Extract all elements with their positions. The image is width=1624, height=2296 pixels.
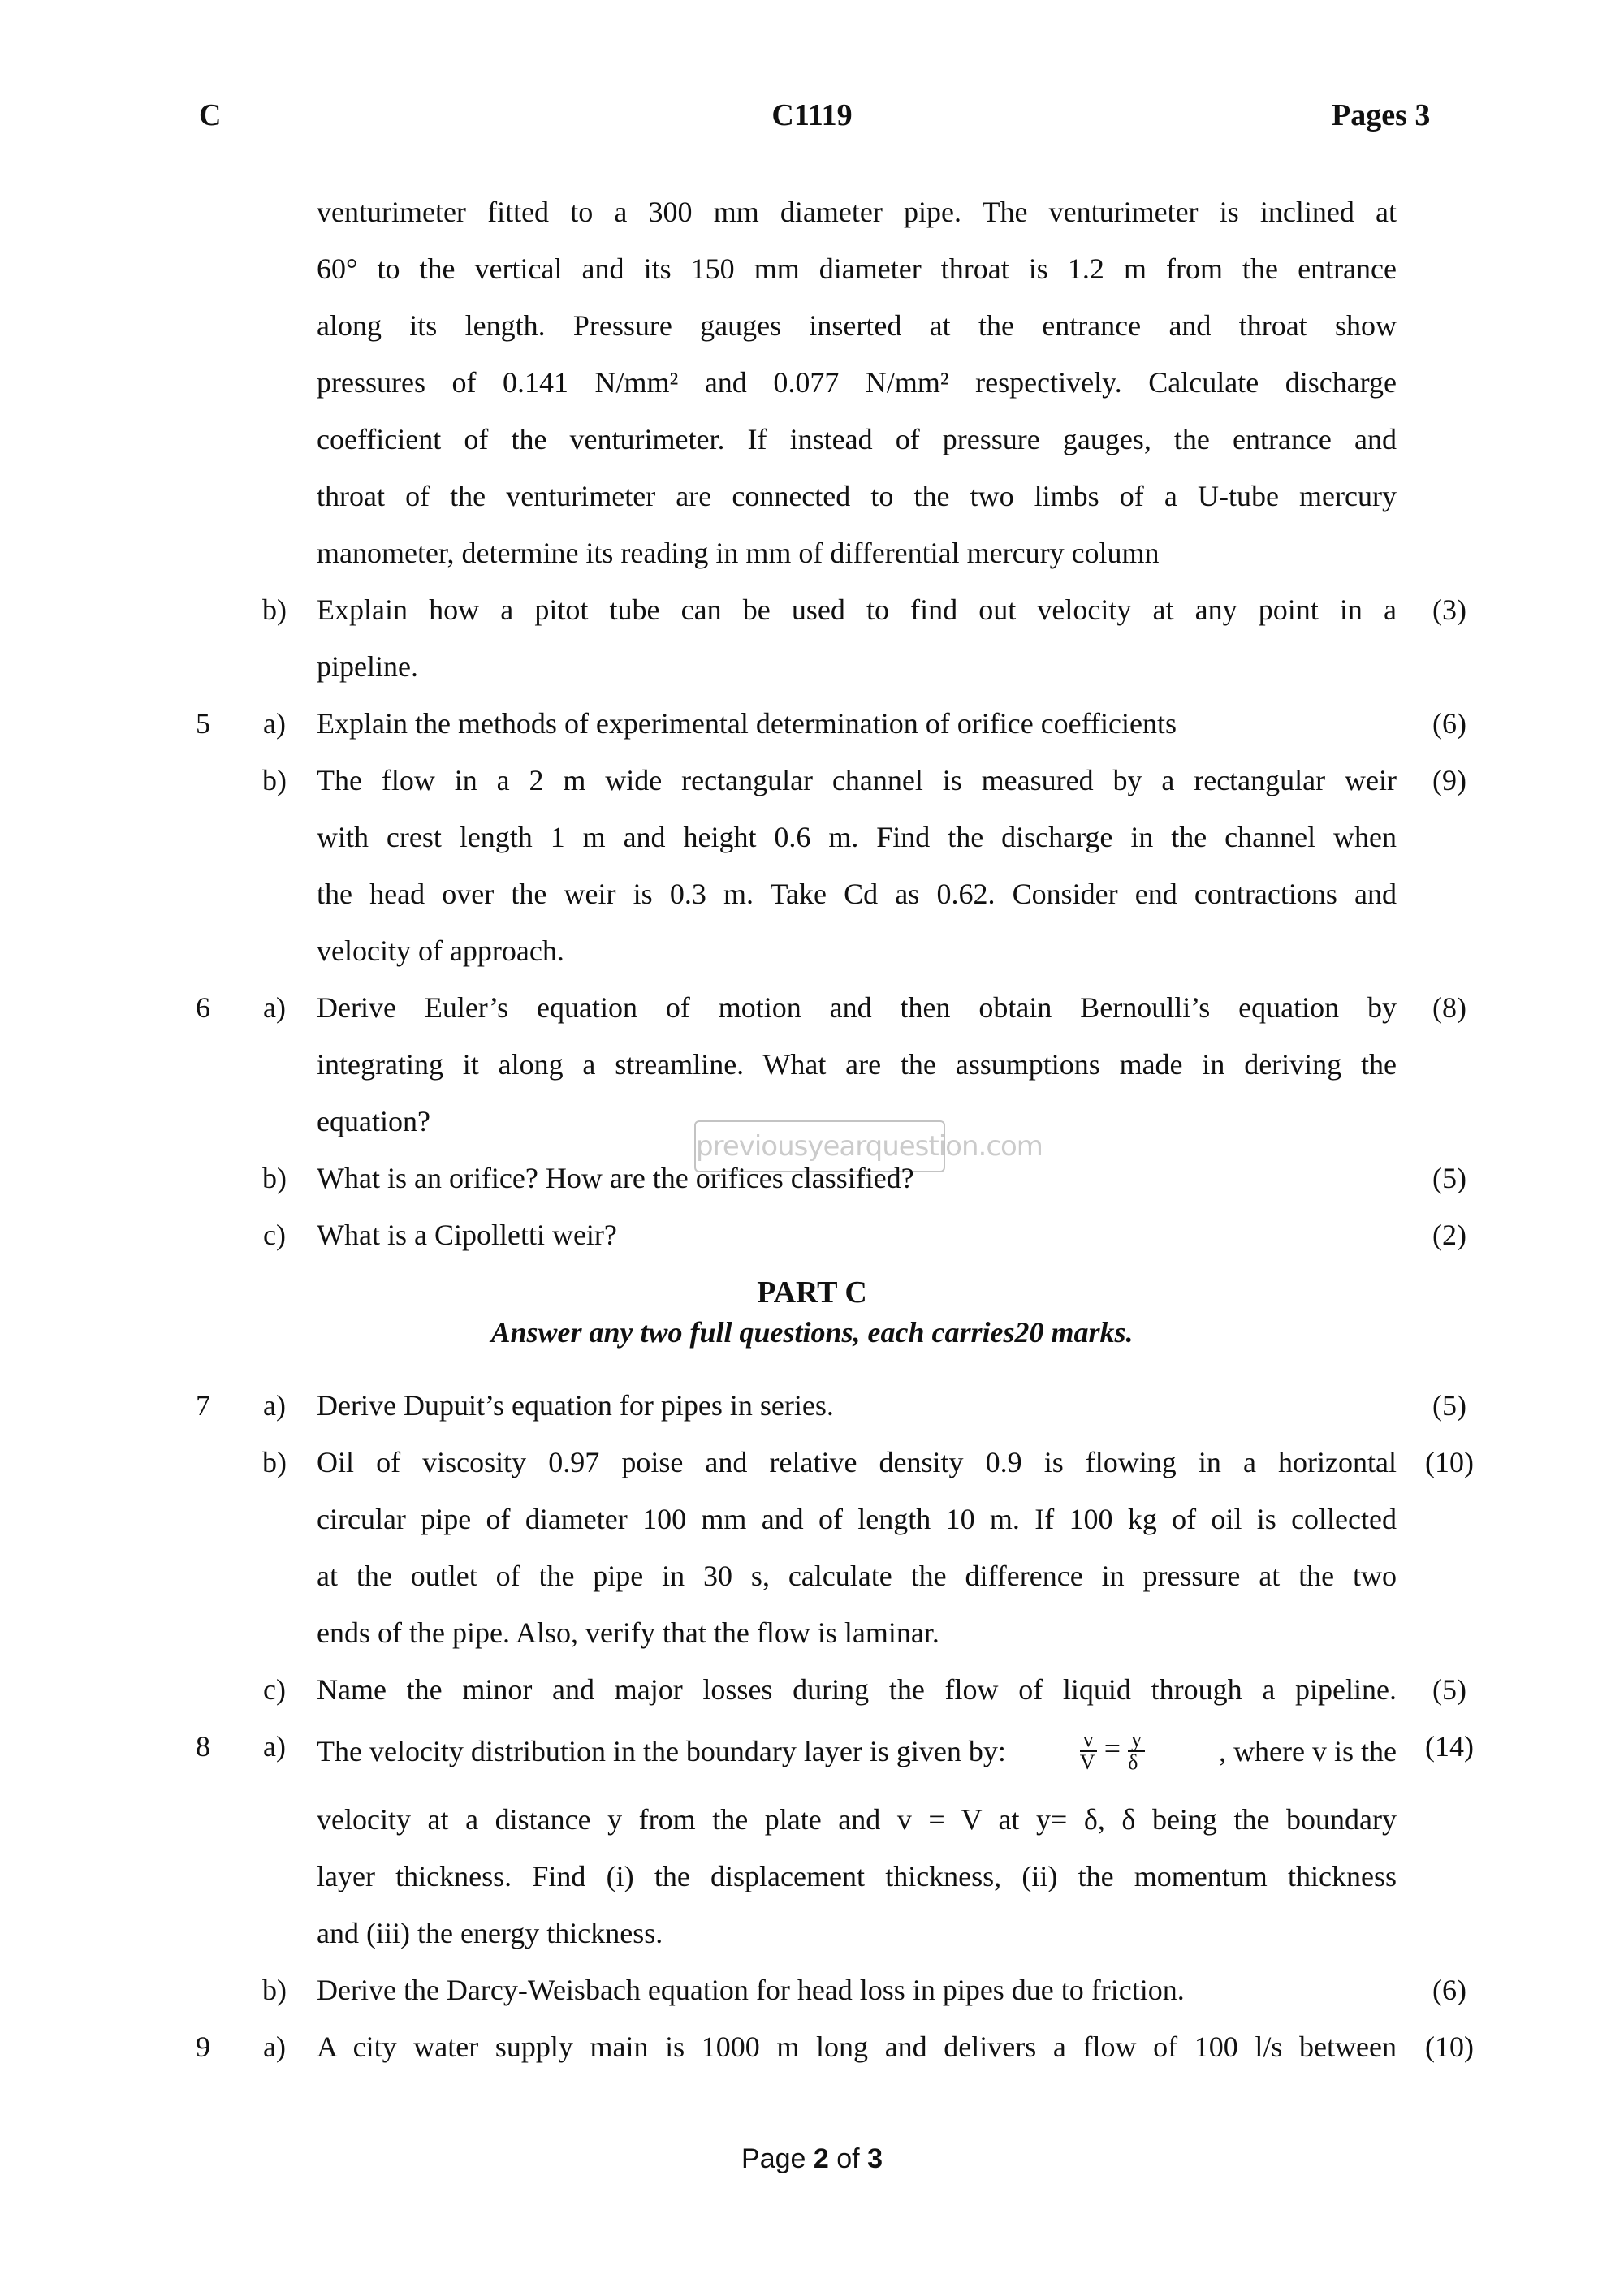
question-number: 6 — [196, 991, 210, 1024]
question-number: 8 — [196, 1730, 210, 1763]
question-text: Name the minor and major losses during the flow of liquid through a pipeline. — [317, 1673, 1397, 1706]
sub-label: a) — [263, 707, 286, 740]
sub-label: b) — [262, 1974, 287, 2006]
sub-label: b) — [262, 1162, 287, 1194]
marks: (6) — [1432, 1974, 1466, 2006]
sub-label: c) — [263, 1673, 286, 1706]
marks: (10) — [1425, 1446, 1474, 1478]
marks: (10) — [1425, 2031, 1474, 2063]
equation: $\frac{v}{V}$ = $\frac{y}{\delta}$ — [1080, 1729, 1145, 1773]
question-text: Derive the Darcy-Weisbach equation for head loss in pipes due to friction. — [317, 1974, 1185, 2006]
sub-label: a) — [263, 991, 286, 1024]
question-number: 7 — [196, 1389, 210, 1422]
header-pages: Pages 3 — [1332, 98, 1431, 132]
question-text: Derive Dupuit’s equation for pipes in series. — [317, 1389, 834, 1422]
sub-label: b) — [262, 1446, 287, 1478]
marks: (3) — [1432, 593, 1466, 626]
question-text: Explain how a pitot tube can be used to find out velocity at any point in a — [317, 593, 1397, 626]
header-left: C — [199, 98, 222, 132]
question-text: The flow in a 2 m wide rectangular channel is measured by a rectangular weir — [317, 764, 1397, 796]
question-number: 5 — [196, 707, 210, 740]
fraction-v-over-V: $\frac{v}{V}$ — [1080, 1729, 1097, 1773]
current-page: 2 — [813, 2143, 829, 2174]
part-c-instruction: Answer any two full questions, each carries20 marks. — [490, 1316, 1134, 1349]
page-footer: Page 2 of 3 — [741, 2143, 883, 2174]
sub-label: c) — [263, 1219, 286, 1251]
question-text: Explain the methods of experimental determination of orifice coefficients — [317, 707, 1177, 740]
sub-label: a) — [263, 1730, 286, 1763]
marks: (5) — [1432, 1389, 1466, 1422]
marks: (2) — [1432, 1219, 1466, 1251]
question-text: Derive Euler’s equation of motion and then obtain Bernoulli’s equation by — [317, 991, 1397, 1024]
sub-label: a) — [263, 1389, 286, 1422]
part-c-title: PART C — [757, 1275, 867, 1310]
marks: (14) — [1425, 1730, 1474, 1763]
marks: (5) — [1432, 1673, 1466, 1706]
marks: (8) — [1432, 991, 1466, 1024]
header-code: C1119 — [771, 98, 853, 132]
marks: (6) — [1432, 707, 1466, 740]
marks: (5) — [1432, 1162, 1466, 1194]
marks: (9) — [1432, 764, 1466, 796]
question-text: What is a Cipolletti weir? — [317, 1219, 617, 1251]
question-number: 9 — [196, 2031, 210, 2063]
watermark: previousyearquestion.com — [694, 1120, 945, 1172]
question-text: A city water supply main is 1000 m long and delivers a flow of 100 l/s between — [317, 2031, 1397, 2063]
question-text: What is an orifice? How are the orifices classified? — [317, 1162, 914, 1194]
sub-label: a) — [263, 2031, 286, 2063]
total-pages: 3 — [867, 2143, 883, 2174]
sub-label: b) — [262, 764, 287, 796]
fraction-y-over-delta: $\frac{y}{\delta}$ — [1128, 1729, 1145, 1773]
sub-label: b) — [262, 593, 287, 626]
question-text: Oil of viscosity 0.97 poise and relative density 0.9 is flowing in a horizontal — [317, 1446, 1397, 1478]
question-text: The velocity distribution in the boundary layer is given by: $\frac{v}{V}$ = $\frac{y}{\delta}$ , where v is the — [317, 1728, 1397, 1774]
